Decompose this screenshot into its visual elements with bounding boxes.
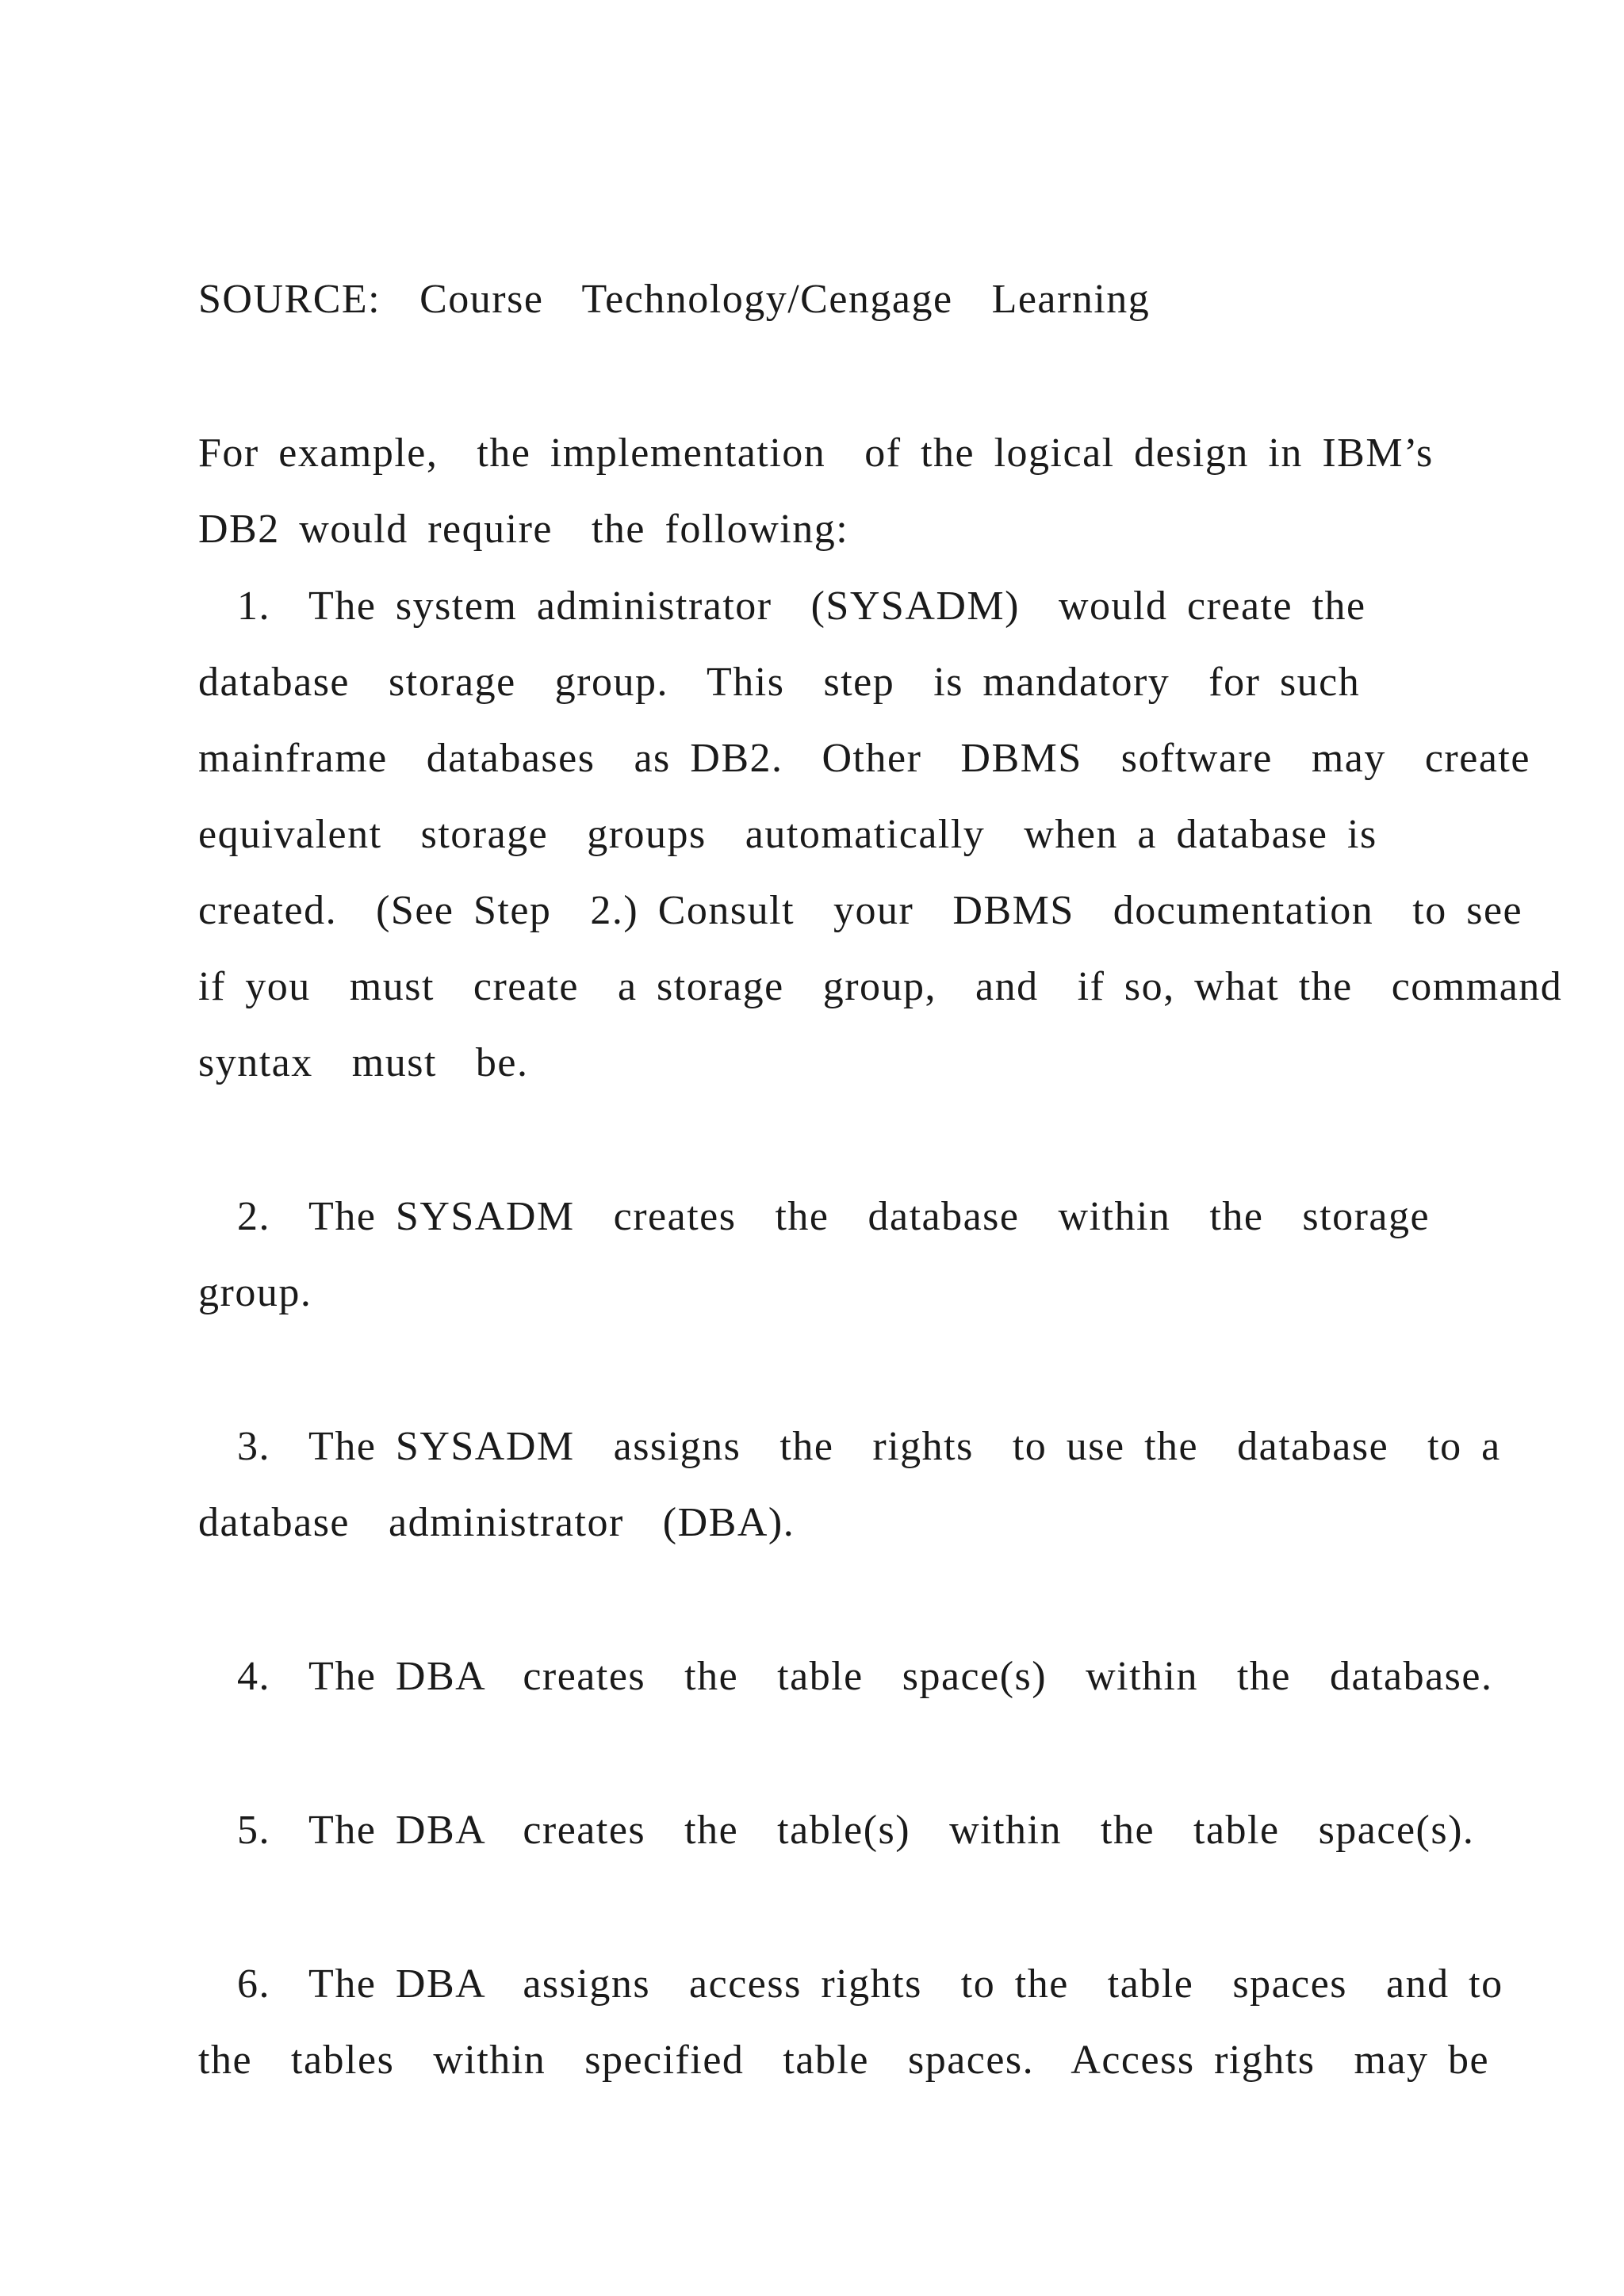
step-4-line: 4. The DBA creates the table space(s) within the database.	[198, 1654, 1493, 1699]
step-1-line: created. (See Step 2.) Consult your DBMS documentation to see	[198, 888, 1523, 933]
source-line: SOURCE: Course Technology/Cengage Learning	[198, 277, 1151, 322]
intro-line: DB2 would require the following:	[198, 507, 849, 552]
step-2-line: 2. The SYSADM creates the database within the storage	[198, 1194, 1431, 1239]
step-3-line: database administrator (DBA).	[198, 1500, 795, 1545]
step-6-line: 6. The DBA assigns access rights to the table spaces and to	[198, 1961, 1503, 2007]
step-6-line: the tables within specified table spaces. Access rights may be	[198, 2038, 1490, 2083]
step-5-line: 5. The DBA creates the table(s) within the table space(s).	[198, 1808, 1475, 1853]
step-1-line: equivalent storage groups automatically when a database is	[198, 812, 1377, 857]
step-1-line: syntax must be.	[198, 1040, 529, 1085]
intro-line: For example, the implementation of the logical design in IBM’s	[198, 430, 1434, 476]
step-2-line: group.	[198, 1270, 312, 1315]
step-1-line: mainframe databases as DB2. Other DBMS software may create	[198, 736, 1530, 781]
step-1-line: if you must create a storage group, and if so, what the command	[198, 964, 1563, 1009]
step-1-line: 1. The system administrator (SYSADM) would create the	[198, 584, 1366, 629]
step-3-line: 3. The SYSADM assigns the rights to use the database to a	[198, 1424, 1501, 1469]
step-1-line: database storage group. This step is mandatory for such	[198, 660, 1361, 705]
